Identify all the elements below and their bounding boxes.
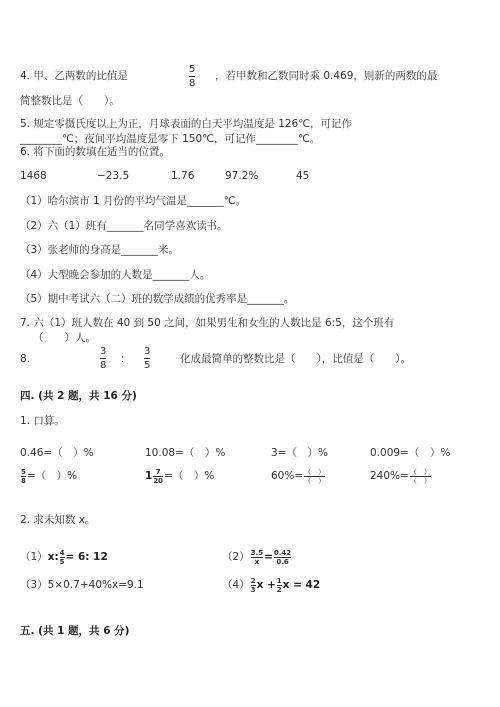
solve-p2-eq: = [264, 551, 273, 563]
oral-r2c1-rest: =（ ）% [26, 470, 78, 482]
oral-r2c2-frac [153, 468, 163, 485]
frac-den: （ ） [304, 476, 326, 485]
solve-p4-frac-1 [251, 577, 256, 594]
solve-p4-post: x = 42 [282, 579, 321, 591]
frac-den: 8 [21, 476, 26, 485]
q6-item-4: （4）大型晚会参加的人数是_______人。 [20, 269, 211, 281]
q6-item-1: （1）哈尔滨市 1 月份的平均气温是_______℃。 [20, 195, 247, 207]
q4-frac-den: 8 [189, 78, 196, 89]
frac-num: （ ） [304, 467, 326, 476]
oral-r1c2: 10.08=（ ）% [145, 447, 226, 459]
frac-num: 4 [59, 548, 65, 557]
solve-p1-label: （1） [20, 551, 48, 563]
q8-f2-den: 5 [144, 360, 151, 371]
solve-p3: （3）5×0.7+40%x=9.1 [20, 579, 144, 591]
oral-r2c2-rest: =（ ）% [164, 470, 215, 482]
q6-number-5: 45 [296, 170, 310, 182]
q4-text-c: 简整数比是（ ）。 [20, 95, 120, 107]
q6-title: 6. 将下面的数填在适当的位置。 [20, 146, 170, 158]
oral-r1c1: 0.46=（ ）% [20, 447, 94, 459]
solve-title: 2. 求未知数 x。 [20, 514, 96, 526]
solve-p4-frac-2 [277, 577, 282, 594]
q8-f2-num: 3 [144, 346, 151, 357]
oral-r2c1 [20, 467, 77, 485]
q4-fraction [189, 64, 195, 89]
frac-den: 2 [276, 585, 282, 594]
section-4-title: 四. (共 2 题，共 16 分) [20, 390, 137, 402]
q7-text-b: （ ）人。 [33, 332, 96, 344]
q6-item-5: （5）期中考试六（二）班的数学成绩的优秀率是_______。 [20, 293, 295, 305]
solve-p2 [222, 547, 292, 567]
q8-text: 化成最简单的整数比是（ ），比值是（ ）。 [180, 353, 411, 365]
solve-p4-mid: x + [256, 579, 276, 591]
fraction-bar [189, 76, 195, 77]
fraction-bar [100, 358, 106, 359]
frac-num: （ ） [409, 467, 431, 476]
frac-num: 2 [250, 576, 256, 585]
oral-title: 1. 口算。 [20, 415, 65, 427]
q8-fraction-1 [100, 346, 106, 371]
q7-text-a: 7. 六（1）班人数在 40 到 50 之间，如果男生和女生的人数比是 6:5，这个班有 [20, 317, 395, 329]
frac-den: 20 [153, 476, 164, 485]
q8-fraction-2 [144, 346, 150, 371]
frac-den: 0.6 [276, 557, 289, 566]
frac-num: 5 [21, 467, 26, 476]
frac-den: x [254, 557, 260, 566]
q6-item-2: （2）六（1）班有_______名同学喜欢读书。 [20, 220, 228, 232]
frac-num: 0.42 [273, 548, 292, 557]
oral-r2c1-frac [21, 468, 26, 485]
solve-p1-frac [60, 549, 65, 566]
section-5-title: 五. (共 1 题，共 6 分) [20, 625, 130, 637]
q8-f1-den: 8 [100, 360, 107, 371]
q5-text-b: ________℃；夜间平均温度是零下 150℃，可记作________℃。 [20, 133, 321, 145]
q6-number-2: −23.5 [97, 170, 130, 182]
solve-p1-pre: x: [47, 551, 59, 563]
solve-p4 [222, 576, 320, 594]
solve-p1 [20, 548, 108, 566]
q5-text-a: 5. 规定零摄氏度以上为正，月球表面的白天平均温度是 126℃，可记作 [20, 118, 353, 130]
solve-p2-frac-1 [251, 549, 263, 566]
fraction-bar [144, 358, 150, 359]
oral-r2c3-pre: 60%= [271, 470, 304, 482]
frac-den: 5 [59, 557, 65, 566]
frac-num: 3.5 [250, 548, 264, 557]
frac-num: 1 [276, 576, 282, 585]
solve-p1-post: = 6: 12 [65, 551, 108, 563]
oral-r1c4: 0.009=（ ）% [370, 447, 451, 459]
oral-r2c3-frac [304, 468, 325, 485]
solve-p2-label: （2） [222, 551, 250, 563]
frac-den: （ ） [409, 476, 431, 485]
oral-r2c3 [271, 467, 326, 485]
q6-number-1: 1468 [20, 170, 47, 182]
oral-r1c3: 3=（ ）% [271, 447, 328, 459]
frac-den: 3 [250, 585, 256, 594]
q8-f1-num: 3 [100, 346, 107, 357]
oral-r2c4-frac [410, 468, 431, 485]
q8-separator: ： [120, 353, 131, 365]
oral-r2c4-pre: 240%= [370, 470, 409, 482]
q6-number-4: 97.2% [225, 170, 259, 182]
oral-r2c2 [145, 467, 214, 485]
q4-frac-num: 5 [189, 64, 196, 75]
q6-item-3: （3）张老师的身高是_______米。 [20, 244, 179, 256]
solve-p2-frac-2 [274, 549, 291, 566]
mixed-whole: 1 [145, 470, 153, 482]
solve-p4-label: （4） [222, 579, 250, 591]
q4-text-b: ，若甲数和乙数同时乘 0.469，则新的两数的最 [215, 70, 438, 82]
oral-r2c4 [370, 467, 432, 485]
frac-num: 7 [155, 467, 161, 476]
q8-label: 8. [20, 353, 31, 365]
q4-text-a: 4. 甲、乙两数的比值是 [20, 70, 128, 82]
q6-number-3: 1.76 [171, 170, 195, 182]
